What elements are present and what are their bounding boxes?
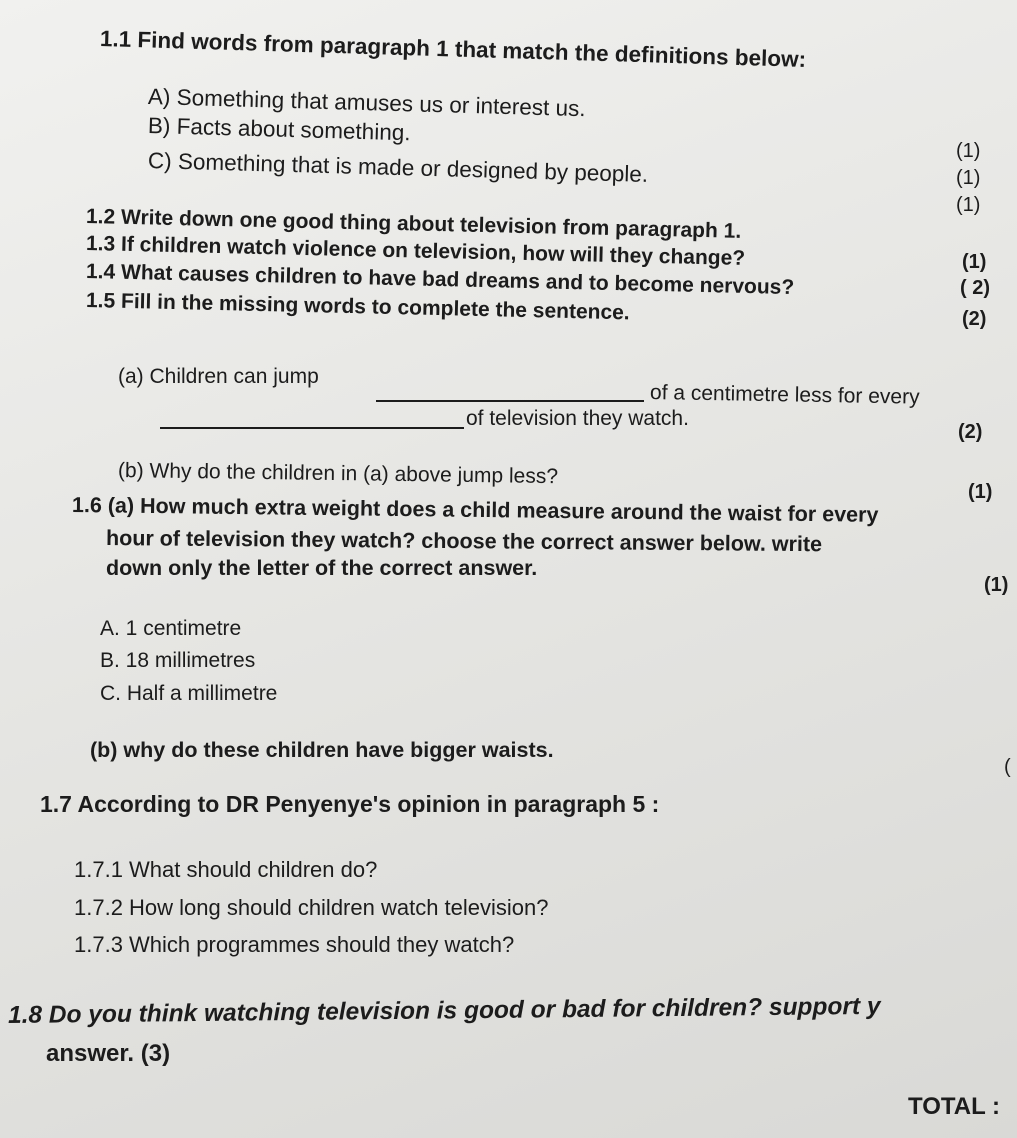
mark-c: (1) xyxy=(956,194,981,216)
answer-blank-1[interactable] xyxy=(376,400,644,402)
answer-blank-2[interactable] xyxy=(160,427,464,429)
mark-1-6b: ( xyxy=(1004,756,1011,778)
mark-1-5a: (2) xyxy=(958,421,983,443)
question-1-6b: (b) why do these children have bigger waists. xyxy=(90,738,554,762)
mark-b: (1) xyxy=(956,167,981,189)
question-1-8-line-2: answer. (3) xyxy=(46,1040,171,1067)
question-1-3: 1.3 If children watch violence on television, how will they change? xyxy=(85,232,746,270)
option-c: C. Half a millimetre xyxy=(100,682,278,705)
question-1-6-line-1: 1.6 (a) How much extra weight does a child measure around the waist for every xyxy=(71,493,879,527)
mark-1-2: (1) xyxy=(962,251,987,273)
mark-1-4: (2) xyxy=(962,308,987,330)
question-1-1: 1.1 Find words from paragraph 1 that match the definitions below: xyxy=(99,26,807,72)
fill-in-part-1: (a) Children can jump xyxy=(118,365,319,388)
fill-in-part-3: of television they watch. xyxy=(466,407,689,430)
mark-1-6a: (1) xyxy=(984,574,1009,596)
question-1-7-2: 1.7.2 How long should children watch television? xyxy=(74,895,549,920)
question-1-5b: (b) Why do the children in (a) above jump less? xyxy=(117,459,559,489)
question-1-7-1: 1.7.1 What should children do? xyxy=(74,857,378,882)
mark-a: (1) xyxy=(956,140,981,162)
question-1-2: 1.2 Write down one good thing about television from paragraph 1. xyxy=(85,205,742,243)
definition-c: C) Something that is made or designed by people. xyxy=(147,148,649,187)
fill-in-part-2: of a centimetre less for every xyxy=(649,381,920,409)
question-1-6-line-3: down only the letter of the correct answer. xyxy=(106,556,538,580)
question-1-7-3: 1.7.3 Which programmes should they watch? xyxy=(74,932,515,957)
question-1-4: 1.4 What causes children to have bad dreams and to become nervous? xyxy=(85,260,795,300)
definition-b: B) Facts about something. xyxy=(147,113,411,146)
question-1-6-line-2: hour of television they watch? choose the correct answer below. write xyxy=(105,526,823,557)
definition-a: A) Something that amuses us or interest us. xyxy=(147,84,586,122)
option-b: B. 18 millimetres xyxy=(100,649,256,672)
option-a: A. 1 centimetre xyxy=(100,617,242,640)
question-1-8-line-1: 1.8 Do you think watching television is good or bad for children? support y xyxy=(7,992,881,1029)
mark-1-3: ( 2) xyxy=(960,277,990,299)
question-1-7: 1.7 According to DR Penyenye's opinion in paragraph 5 : xyxy=(40,791,660,817)
total-label: TOTAL : xyxy=(908,1093,1000,1120)
question-1-5: 1.5 Fill in the missing words to complete the sentence. xyxy=(85,289,630,325)
mark-1-5b: (1) xyxy=(968,481,993,503)
